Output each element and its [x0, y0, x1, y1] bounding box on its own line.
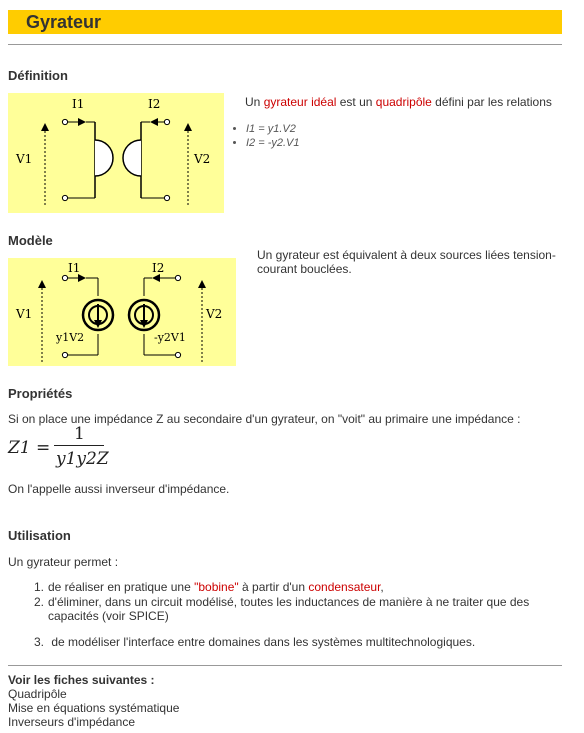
label-v2: V2 [194, 152, 211, 166]
properties-heading: Propriétés [8, 386, 73, 401]
see-also-link-quadripole[interactable]: Quadripôle [8, 687, 67, 701]
terminal-1a [62, 119, 67, 124]
page-title: Gyrateur [26, 12, 102, 32]
model-label-i1: I1 [68, 261, 81, 275]
link-gyrateur[interactable]: gyrateur [263, 95, 308, 109]
properties-text: Si on place une impédance Z au secondaire d'un gyrateur, on "voit" au primaire une impédance : [8, 412, 521, 426]
label-v1: V1 [16, 152, 33, 166]
utilisation-item-3: 3. de modéliser l'interface entre domaines dans les systèmes multitechnologiques. [34, 635, 476, 649]
terminal-2b [164, 195, 169, 200]
see-also-link-inverseurs[interactable]: Inverseurs d'impédance [8, 715, 136, 729]
model-label-src2: -y2V1 [154, 331, 186, 344]
utilisation-heading: Utilisation [8, 528, 71, 543]
model-label-v2: V2 [206, 307, 223, 321]
model-label-i2: I2 [152, 261, 165, 275]
utilisation-item-1: 1. de réaliser en pratique une "bobine" à partir d'un condensateur, [34, 580, 384, 594]
definition-intro: Un gyrateur idéal est un quadripôle défini par les relations [245, 95, 552, 109]
see-also-link-mise-en-equations[interactable]: Mise en équations systématique [8, 701, 180, 715]
label-i2: I2 [148, 97, 161, 111]
terminal-2a [164, 119, 169, 124]
relation-1: • I1 = y1.V2 [246, 122, 300, 136]
terminal-1b [62, 195, 67, 200]
formula-denominator: y1y2Z [56, 449, 109, 469]
formula-numerator: 1 [74, 424, 85, 444]
title-bar [8, 10, 562, 34]
model-text: Un gyrateur est équivalent à deux sources liées tension-courant bouclées. [257, 248, 556, 276]
link-bobine[interactable]: "bobine" [194, 580, 239, 594]
link-ideal[interactable]: idéal [311, 95, 337, 109]
link-quadripole[interactable]: quadripôle [375, 95, 432, 109]
utilisation-intro: Un gyrateur permet : [8, 555, 119, 569]
divider-bottom [8, 665, 562, 666]
relation-2: • I2 = -y2.V1 [246, 136, 300, 150]
utilisation-item-2: 2. d'éliminer, dans un circuit modélisé, toutes les inductances de manière à ne traiter que des capacités (voir SPICE) [34, 595, 530, 623]
formula-lhs: Z1 = [8, 438, 51, 458]
formula-bar [54, 445, 104, 446]
properties-note: On l'appelle aussi inverseur d'impédance. [8, 482, 230, 496]
see-also-heading: Voir les fiches suivantes : [8, 673, 155, 687]
relations-list [230, 122, 300, 150]
divider-top [8, 44, 562, 45]
link-condensateur[interactable]: condensateur [308, 580, 381, 594]
gyrator-model-diagram [8, 258, 236, 366]
model-heading: Modèle [8, 233, 53, 248]
definition-heading: Définition [8, 68, 68, 83]
see-also [8, 673, 179, 729]
model-label-v1: V1 [16, 307, 33, 321]
gyrator-symbol-diagram [8, 93, 224, 213]
label-i1: I1 [72, 97, 85, 111]
model-label-src1: y1V2 [56, 331, 85, 344]
